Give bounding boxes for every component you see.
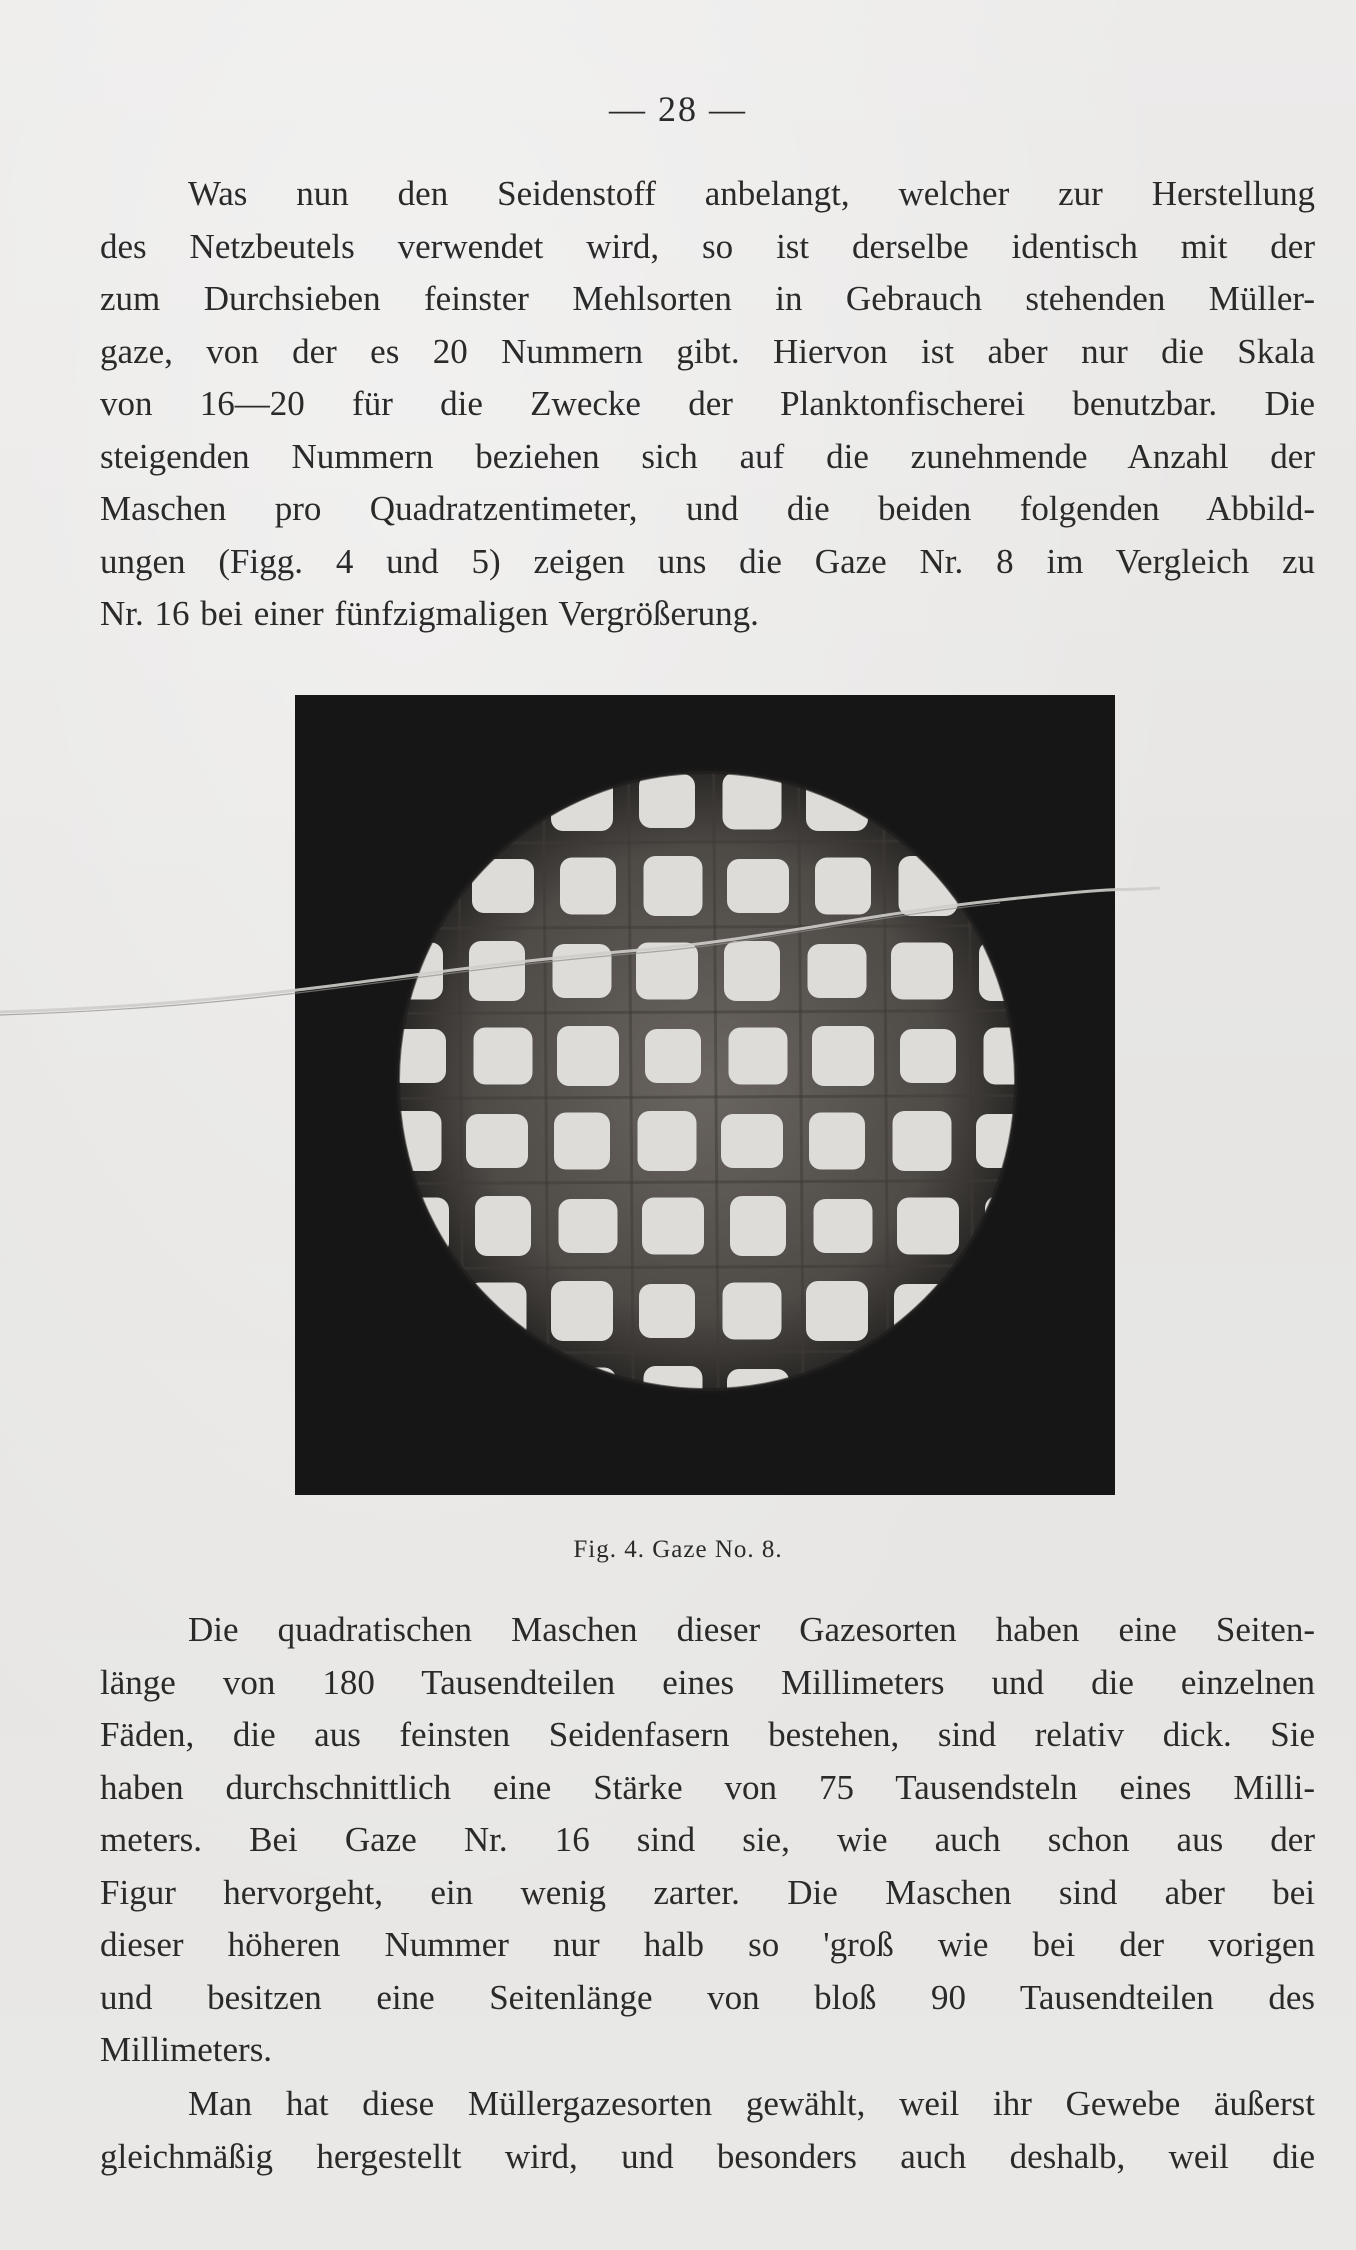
mesh-hole (891, 943, 953, 1000)
mesh-hole (638, 1111, 697, 1171)
thread-line (295, 1350, 1115, 1354)
text-line: länge von 180 Tausendteilen eines Millimeters und die einzelnen (100, 1662, 1315, 1702)
thread-line (373, 695, 379, 1495)
mesh-hole (982, 1369, 1044, 1423)
mesh-image (295, 695, 1115, 1495)
mesh-hole (899, 1366, 958, 1426)
mesh-hole (727, 1369, 789, 1423)
mesh-hole (815, 858, 871, 915)
mesh-hole (721, 1114, 783, 1168)
mesh-hole (639, 1284, 695, 1338)
mesh-hole (729, 1028, 788, 1085)
gauze-micrograph (295, 695, 1115, 1495)
text-line: gleichmäßig hergestellt wird, und besonders auch deshalb, weil die (100, 2136, 1315, 2176)
thread-line (295, 755, 1115, 759)
text-line: steigenden Nummern beziehen sich auf die zunehmende Anzahl der (100, 436, 1315, 476)
text-line: gaze, von der es 20 Nummern gibt. Hiervon ist aber nur die Skala (100, 331, 1315, 371)
text-line: Millimeters. (100, 2030, 273, 2069)
text-line: dieser höheren Nummer nur halb so 'groß wie bei der vorigen (100, 1925, 1315, 1964)
mesh-hole (639, 774, 695, 828)
text-line: meters. Bei Gaze Nr. 16 sind sie, wie auch schon aus der (100, 1820, 1315, 1859)
text-line: des Netzbeutels verwendet wird, so ist derselbe identisch mit der (100, 226, 1315, 266)
mesh-hole (724, 941, 780, 1001)
mesh-hole (389, 1366, 448, 1426)
text-line: von 16—20 für die Zwecke der Planktonfischerei benutzbar. Die (100, 384, 1315, 423)
text-line: zum Durchsieben feinster Mehlsorten in Gebrauch stehenden Müller- (100, 279, 1315, 318)
mesh-hole (554, 1113, 610, 1170)
mesh-hole (978, 1283, 1037, 1340)
mesh-hole (551, 771, 613, 831)
mesh-hole (645, 1029, 701, 1083)
thread-line (1053, 695, 1059, 1495)
mesh-hole (468, 773, 527, 830)
mesh-hole (723, 1283, 782, 1340)
mesh-hole (894, 1284, 950, 1338)
text-line: Maschen pro Quadratzentimeter, und die beiden folgenden Abbild- (100, 489, 1315, 528)
thread-line (295, 840, 1115, 844)
mesh-hole (806, 1281, 868, 1341)
mesh-hole (383, 1111, 442, 1171)
mesh-hole (387, 1198, 449, 1255)
text-line: Nr. 16 bei einer fünfzigmaligen Vergrößerung. (100, 594, 759, 633)
mesh-hole (466, 1114, 528, 1168)
mesh-hole (384, 774, 440, 828)
figure-caption: Fig. 4. Gaze No. 8. (573, 1536, 783, 1563)
mesh-hole (559, 1199, 618, 1253)
text-line: und besitzen eine Seitenlänge von bloß 90 Tausendteilen des (100, 1977, 1315, 2017)
text-line: ungen (Figg. 4 und 5) zeigen uns die Gaze Nr. 8 im Vergleich zu (100, 541, 1315, 581)
paragraph-3 (100, 2078, 1315, 2183)
mesh-hole (560, 858, 616, 915)
mesh-hole (727, 859, 789, 913)
mesh-hole (644, 1366, 703, 1426)
mesh-hole (809, 1113, 865, 1170)
mesh-hole (551, 1281, 613, 1341)
page-number: — 28 — (609, 89, 747, 129)
mesh-hole (642, 1198, 704, 1255)
mesh-hole (814, 1199, 873, 1253)
mesh-hole (644, 856, 703, 916)
mesh-hole (553, 944, 612, 998)
mesh-hole (384, 1284, 440, 1338)
mesh-hole (472, 1369, 534, 1423)
text-line: Die quadratischen Maschen dieser Gazesorten haben eine Seiten- (188, 1610, 1315, 1649)
mesh-hole (893, 1111, 952, 1171)
thread-line (295, 1435, 1115, 1439)
thread-line (295, 925, 1115, 929)
mesh-hole (475, 1196, 531, 1256)
mesh-hole (812, 1026, 874, 1086)
mesh-hole (389, 856, 448, 916)
text-line: haben durchschnittlich eine Stärke von 75 Tausendsteln eines Milli- (100, 1767, 1315, 1807)
paragraph-1 (100, 168, 1315, 641)
mesh-hole (636, 943, 698, 1000)
text-line: Figur hervorgeht, ein wenig zarter. Die Maschen sind aber bei (100, 1872, 1315, 1912)
mesh-hole (900, 1029, 956, 1083)
mesh-hole (557, 1026, 619, 1086)
paragraph-2 (100, 1604, 1315, 2077)
mesh-hole (894, 774, 950, 828)
thread-line (295, 1265, 1115, 1269)
mesh-hole (808, 944, 867, 998)
mesh-hole (815, 1368, 871, 1425)
text-line: Fäden, die aus feinsten Seidenfasern bestehen, sind relativ dick. Sie (100, 1715, 1315, 1754)
mesh-hole (897, 1198, 959, 1255)
text-line: Man hat diese Müllergazesorten gewählt, weil ihr Gewebe äußerst (188, 2084, 1315, 2123)
mesh-hole (474, 1028, 533, 1085)
mesh-hole (730, 1196, 786, 1256)
mesh-hole (978, 773, 1037, 830)
mesh-hole (469, 941, 525, 1001)
mesh-hole (982, 859, 1044, 913)
text-line: Was nun den Seidenstoff anbelangt, welcher zur Herstellung (188, 174, 1315, 213)
